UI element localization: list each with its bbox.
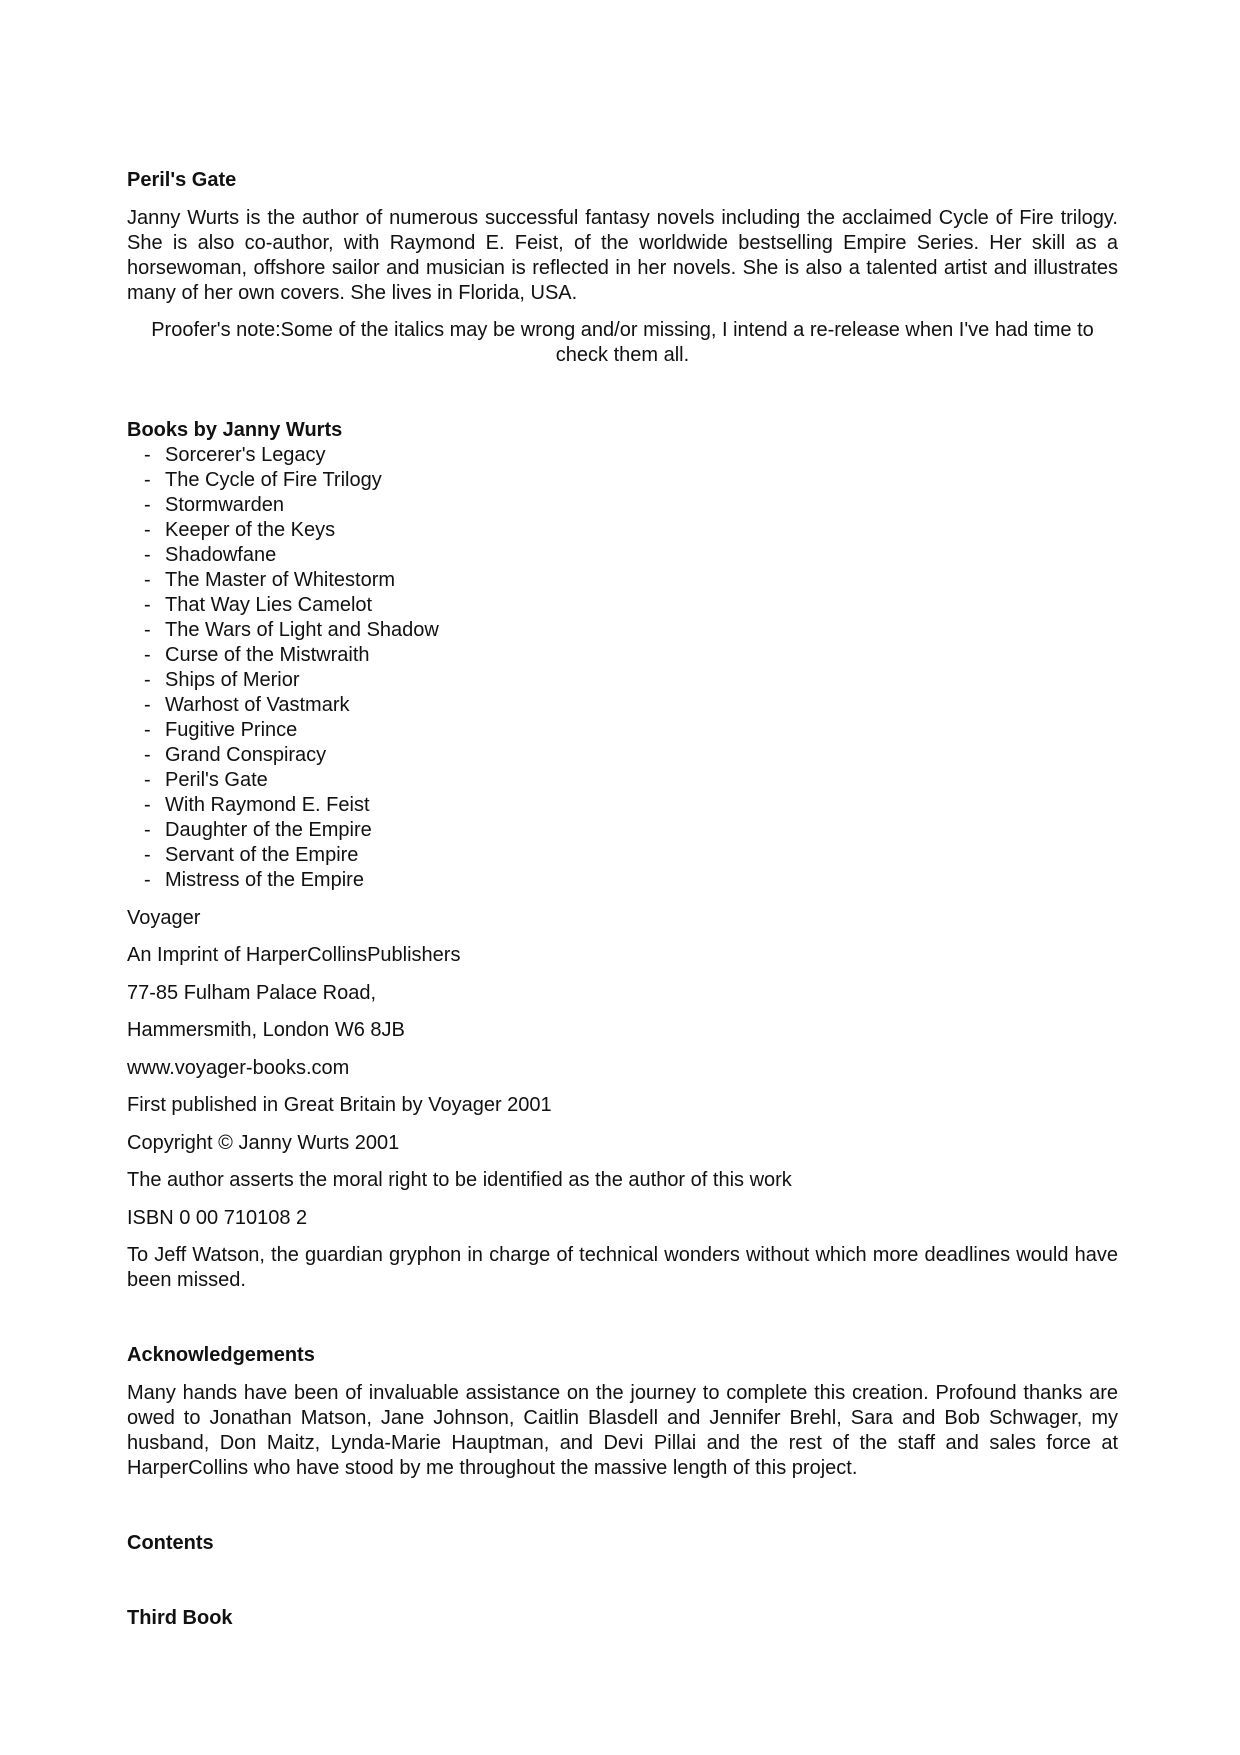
book-title-text: Warhost of Vastmark [165,694,350,716]
publisher-parent: An Imprint of HarperCollinsPublishers [127,944,461,966]
book-list-item [127,793,439,818]
list-marker: - [144,819,151,841]
author-bio: Janny Wurts is the author of numerous successful fantasy novels including the acclaimed Cycle of Fire trilogy. She is also co-author, with Raymond E. Feist, of the worldwide bestselling Empire Series. Her skill as a horsewoman, offshore sailor and musician is reflected in her novels. She is also a talented artist and illustrates many of her own covers. She lives in Florida, USA. [127,207,1118,304]
book-title-text: Daughter of the Empire [165,819,372,841]
moral-right: The author asserts the moral right to be identified as the author of this work [127,1169,792,1191]
book-title-text: The Cycle of Fire Trilogy [165,469,382,491]
publisher-address-line-1: 77-85 Fulham Palace Road, [127,982,377,1004]
list-marker: - [144,794,151,816]
book-title-text: Servant of the Empire [165,844,359,866]
dedication: To Jeff Watson, the guardian gryphon in charge of technical wonders without which more deadlines would have been missed. [127,1244,1118,1291]
book-list-item [127,493,439,518]
list-marker: - [144,544,151,566]
acknowledgements-heading: Acknowledgements [127,1344,315,1366]
publisher-website: www.voyager-books.com [127,1057,350,1079]
books-list [127,443,439,893]
book-list-item [127,643,439,668]
book-title-text: Stormwarden [165,494,284,516]
list-marker: - [144,719,151,741]
book-title-text: Shadowfane [165,544,277,566]
third-book-heading: Third Book [127,1607,233,1629]
book-list-item [127,468,439,493]
book-list-item [127,818,439,843]
book-title-text: Keeper of the Keys [165,519,336,541]
book-list-item [127,568,439,593]
list-marker: - [144,494,151,516]
book-title-text: Mistress of the Empire [165,869,364,891]
list-marker: - [144,694,151,716]
list-marker: - [144,744,151,766]
book-title-text: The Wars of Light and Shadow [165,619,439,641]
book-title-text: With Raymond E. Feist [165,794,370,816]
acknowledgements-text: Many hands have been of invaluable assistance on the journey to complete this creation. Profound thanks are owed to Jonathan Matson, Jane Johnson, Caitlin Blasdell and Jennifer Brehl, Sara and Bob Schwager, my husband, Don Maitz, Lynda-Marie Hauptman, and Devi Pillai and the rest of the staff and sales force at HarperCollins who have stood by me throughout the massive length of this project. [127,1382,1118,1479]
book-title-text: Ships of Merior [165,669,300,691]
book-title-text: Curse of the Mistwraith [165,644,370,666]
book-list-item [127,693,439,718]
book-list-item [127,618,439,643]
book-list-item [127,668,439,693]
contents-heading: Contents [127,1532,214,1554]
list-marker: - [144,844,151,866]
list-marker: - [144,669,151,691]
book-list-item [127,543,439,568]
copyright-line: Copyright © Janny Wurts 2001 [127,1132,400,1154]
book-title-text: Peril's Gate [165,769,268,791]
book-list-item [127,718,439,743]
book-list-item [127,843,439,868]
list-marker: - [144,769,151,791]
book-title-text: Fugitive Prince [165,719,298,741]
book-title-text: Grand Conspiracy [165,744,327,766]
book-title-text: Sorcerer's Legacy [165,444,326,466]
publisher-address-line-2: Hammersmith, London W6 8JB [127,1019,405,1041]
books-heading: Books by Janny Wurts [127,419,343,441]
list-marker: - [144,569,151,591]
list-marker: - [144,444,151,466]
list-marker: - [144,469,151,491]
book-list-item [127,768,439,793]
list-marker: - [144,594,151,616]
book-title-text: That Way Lies Camelot [165,594,373,616]
book-title: Peril's Gate [127,169,237,191]
book-list-item [127,868,439,893]
book-list-item [127,443,439,468]
first-published: First published in Great Britain by Voyager 2001 [127,1094,552,1116]
book-list-item [127,518,439,543]
list-marker: - [144,519,151,541]
book-list-item [127,743,439,768]
publisher-imprint: Voyager [127,907,201,929]
book-list-item [127,593,439,618]
book-title-text: The Master of Whitestorm [165,569,396,591]
list-marker: - [144,644,151,666]
list-marker: - [144,619,151,641]
list-marker: - [144,869,151,891]
proofer-note: Proofer's note:Some of the italics may be wrong and/or missing, I intend a re-release when I've had time to check them all. [151,319,1094,366]
isbn: ISBN 0 00 710108 2 [127,1207,308,1229]
